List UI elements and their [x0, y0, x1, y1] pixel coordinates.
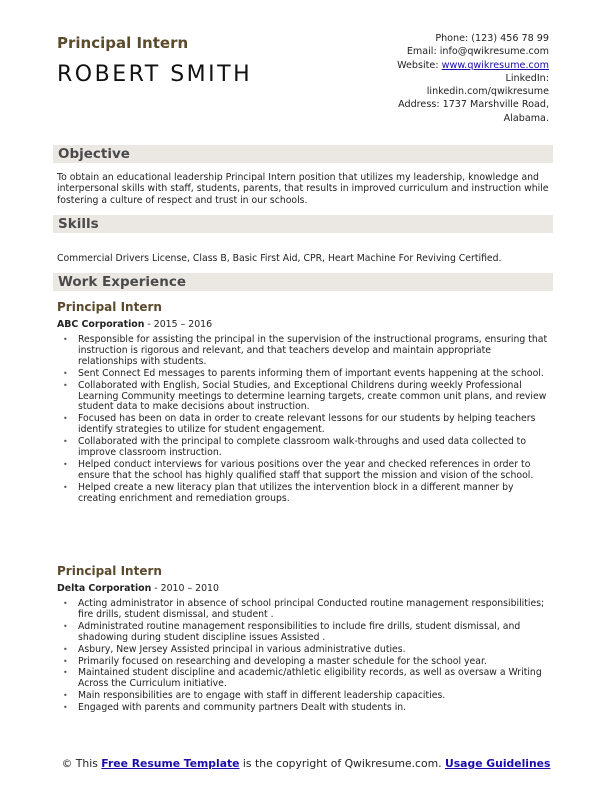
- header-job-title: Principal Intern: [57, 34, 189, 52]
- section-work-experience: [53, 273, 553, 291]
- section-objective: [53, 145, 553, 163]
- free-resume-template-link[interactable]: Free Resume Template: [101, 757, 240, 770]
- website-label: Website:: [397, 59, 442, 71]
- list-item: • Administrated routine management responsibilities to include fire drills, student dismissal, and shadowing during student discipline issues Assisted .: [57, 622, 553, 644]
- list-item: • Maintained student discipline and academic/athletic eligibility records, as well as oversaw a Writing Across the Curriculum initiative.: [57, 668, 553, 690]
- list-item: • Focused has been on data in order to create relevant lessons for our students by helping teachers identify strategies to utilize for student engagement.: [57, 414, 553, 436]
- skills-text: Commercial Drivers License, Class B, Basic First Aid, CPR, Heart Machine For Reviving Certified.: [57, 253, 502, 264]
- section-skills: [53, 215, 553, 233]
- contact-website: [329, 59, 549, 72]
- usage-guidelines-link[interactable]: Usage Guidelines: [444, 757, 551, 770]
- experience-2-title: Principal Intern: [57, 564, 162, 578]
- footer-prefix: © This: [61, 757, 102, 770]
- candidate-name: ROBERT SMITH: [57, 62, 253, 87]
- experience-1-title: Principal Intern: [57, 300, 162, 314]
- experience-1-company: ABC Corporation: [57, 319, 145, 330]
- contact-address-line1: Address: 1737 Marshville Road,: [398, 99, 549, 111]
- contact-address-line2: Alabama.: [503, 112, 549, 124]
- experience-1-bullets: [57, 335, 553, 506]
- contact-linkedin-label: LinkedIn:: [505, 72, 549, 84]
- list-item: • Acting administrator in absence of school principal Conducted routine management responsibilities; fire drills, student dismissal, and student .: [57, 599, 553, 621]
- contact-email: Email: info@qwikresume.com: [406, 46, 549, 58]
- list-item: • Asbury, New Jersey Assisted principal in various administrative duties.: [57, 645, 553, 656]
- list-item: • Helped create a new literacy plan that utilizes the intervention block in a different manner by creating enrichment and remediation groups.: [57, 483, 553, 505]
- experience-2-company: Delta Corporation: [57, 583, 152, 594]
- objective-text: To obtain an educational leadership Principal Intern position that utilizes my leadership, knowledge and interpersonal skills with staff, students, parents, that results in improved curriculum and instruction while fostering a culture of respect and trust in our schools.: [57, 172, 549, 206]
- list-item: • Sent Connect Ed messages to parents informing them of important events happening at the school.: [57, 369, 553, 380]
- footer-middle: is the copyright of Qwikresume.com.: [239, 757, 445, 770]
- contact-block: [329, 32, 549, 125]
- website-link[interactable]: www.qwikresume.com: [441, 59, 549, 71]
- section-work-experience-title: Work Experience: [58, 274, 186, 290]
- list-item: • Engaged with parents and community partners Dealt with students in.: [57, 703, 553, 714]
- list-item: • Responsible for assisting the principal in the supervision of the instructional programs, ensuring that instruction is rigorous and relevant, and that teachers develop and maintain appropriate relationships with students.: [57, 335, 553, 368]
- experience-2-company-line: [57, 583, 219, 594]
- list-item: • Collaborated with English, Social Studies, and Exceptional Childrens during weekly Professional Learning Community meetings to determine learning targets, create common unit plans, and review student data to make decisions about instruction.: [57, 381, 553, 414]
- list-item: • Collaborated with the principal to complete classroom walk-throughs and used data collected to improve classroom instruction.: [57, 437, 553, 459]
- section-objective-title: Objective: [58, 146, 130, 162]
- contact-linkedin-url: linkedin.com/qwikresume: [426, 86, 549, 98]
- section-skills-title: Skills: [58, 216, 99, 232]
- footer-copyright: [56, 757, 556, 771]
- experience-2-dates: - 2010 – 2010: [151, 583, 219, 594]
- experience-1-dates: - 2015 – 2016: [144, 319, 213, 330]
- experience-1-company-line: [57, 319, 212, 330]
- contact-phone: Phone: (123) 456 78 99: [435, 33, 549, 44]
- list-item: • Main responsibilities are to engage with staff in different leadership capacities.: [57, 691, 553, 702]
- list-item: • Primarily focused on researching and developing a master schedule for the school year.: [57, 657, 553, 668]
- experience-2-bullets: [57, 599, 553, 715]
- list-item: • Helped conduct interviews for various positions over the year and checked references in order to ensure that the school has highly qualified staff that support the mission and vision of the school.: [57, 460, 553, 482]
